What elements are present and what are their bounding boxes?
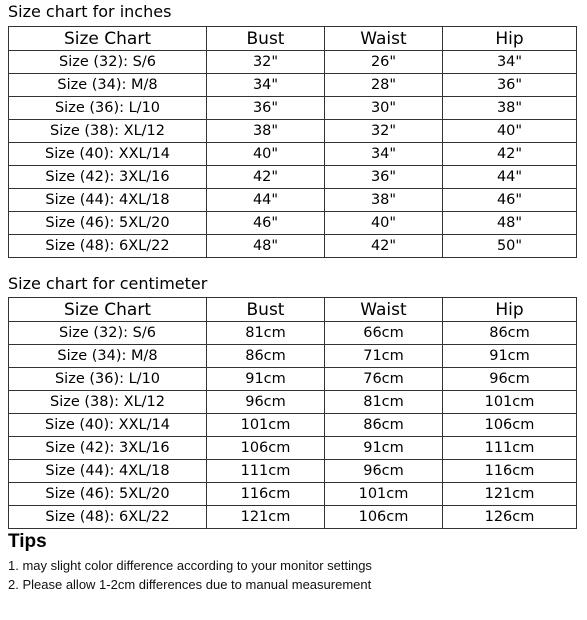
size-cell: Size (44): 4XL/18 <box>9 189 207 212</box>
size-cell: Size (36): L/10 <box>9 97 207 120</box>
size-cell: Size (36): L/10 <box>9 368 207 391</box>
size-cell: Size (42): 3XL/16 <box>9 437 207 460</box>
bust-cell: 121cm <box>207 506 325 529</box>
table-row <box>9 460 577 483</box>
hip-cell: 101cm <box>443 391 577 414</box>
size-cell: Size (38): XL/12 <box>9 120 207 143</box>
bust-cell: 101cm <box>207 414 325 437</box>
waist-cell: 36" <box>325 166 443 189</box>
hip-cell: 40" <box>443 120 577 143</box>
inches-size-table <box>8 26 577 258</box>
table-row <box>9 414 577 437</box>
header-size-chart: Size Chart <box>9 27 207 51</box>
hip-cell: 126cm <box>443 506 577 529</box>
waist-cell: 66cm <box>325 322 443 345</box>
bust-cell: 42" <box>207 166 325 189</box>
hip-cell: 86cm <box>443 322 577 345</box>
inches-chart-title: Size chart for inches <box>8 2 172 21</box>
bust-cell: 46" <box>207 212 325 235</box>
size-cell: Size (48): 6XL/22 <box>9 506 207 529</box>
waist-cell: 34" <box>325 143 443 166</box>
hip-cell: 111cm <box>443 437 577 460</box>
size-cell: Size (32): S/6 <box>9 322 207 345</box>
table-row <box>9 212 577 235</box>
size-cell: Size (48): 6XL/22 <box>9 235 207 258</box>
bust-cell: 111cm <box>207 460 325 483</box>
waist-cell: 26" <box>325 51 443 74</box>
hip-cell: 48" <box>443 212 577 235</box>
table-row <box>9 189 577 212</box>
waist-cell: 101cm <box>325 483 443 506</box>
waist-cell: 86cm <box>325 414 443 437</box>
header-waist: Waist <box>325 27 443 51</box>
table-row <box>9 483 577 506</box>
centimeter-size-table <box>8 297 577 529</box>
tips-heading: Tips <box>8 531 47 552</box>
size-cell: Size (34): M/8 <box>9 74 207 97</box>
waist-cell: 71cm <box>325 345 443 368</box>
table-row <box>9 97 577 120</box>
bust-cell: 81cm <box>207 322 325 345</box>
waist-cell: 96cm <box>325 460 443 483</box>
hip-cell: 36" <box>443 74 577 97</box>
waist-cell: 81cm <box>325 391 443 414</box>
bust-cell: 96cm <box>207 391 325 414</box>
bust-cell: 86cm <box>207 345 325 368</box>
hip-cell: 44" <box>443 166 577 189</box>
hip-cell: 106cm <box>443 414 577 437</box>
header-bust: Bust <box>207 27 325 51</box>
table-row <box>9 120 577 143</box>
size-cell: Size (44): 4XL/18 <box>9 460 207 483</box>
tip-item: 2. Please allow 1-2cm differences due to manual measurement <box>8 577 372 592</box>
bust-cell: 32" <box>207 51 325 74</box>
table-row <box>9 143 577 166</box>
table-row <box>9 235 577 258</box>
hip-cell: 46" <box>443 189 577 212</box>
hip-cell: 38" <box>443 97 577 120</box>
waist-cell: 28" <box>325 74 443 97</box>
table-row <box>9 51 577 74</box>
bust-cell: 44" <box>207 189 325 212</box>
bust-cell: 48" <box>207 235 325 258</box>
hip-cell: 121cm <box>443 483 577 506</box>
inches-table-body <box>9 51 577 258</box>
size-cell: Size (40): XXL/14 <box>9 143 207 166</box>
waist-cell: 106cm <box>325 506 443 529</box>
size-cell: Size (34): M/8 <box>9 345 207 368</box>
hip-cell: 91cm <box>443 345 577 368</box>
bust-cell: 34" <box>207 74 325 97</box>
bust-cell: 106cm <box>207 437 325 460</box>
table-row <box>9 391 577 414</box>
header-waist: Waist <box>325 298 443 322</box>
table-row <box>9 437 577 460</box>
hip-cell: 34" <box>443 51 577 74</box>
size-cell: Size (38): XL/12 <box>9 391 207 414</box>
table-row <box>9 345 577 368</box>
size-cell: Size (42): 3XL/16 <box>9 166 207 189</box>
waist-cell: 91cm <box>325 437 443 460</box>
hip-cell: 42" <box>443 143 577 166</box>
hip-cell: 96cm <box>443 368 577 391</box>
size-cell: Size (46): 5XL/20 <box>9 483 207 506</box>
waist-cell: 38" <box>325 189 443 212</box>
waist-cell: 30" <box>325 97 443 120</box>
bust-cell: 38" <box>207 120 325 143</box>
size-cell: Size (46): 5XL/20 <box>9 212 207 235</box>
table-row <box>9 506 577 529</box>
bust-cell: 36" <box>207 97 325 120</box>
centimeter-chart-title: Size chart for centimeter <box>8 274 208 293</box>
table-header-row <box>9 27 577 51</box>
bust-cell: 40" <box>207 143 325 166</box>
header-hip: Hip <box>443 298 577 322</box>
table-row <box>9 74 577 97</box>
waist-cell: 42" <box>325 235 443 258</box>
header-hip: Hip <box>443 27 577 51</box>
hip-cell: 50" <box>443 235 577 258</box>
bust-cell: 116cm <box>207 483 325 506</box>
centimeter-table-body <box>9 322 577 529</box>
header-bust: Bust <box>207 298 325 322</box>
header-size-chart: Size Chart <box>9 298 207 322</box>
table-row <box>9 166 577 189</box>
hip-cell: 116cm <box>443 460 577 483</box>
bust-cell: 91cm <box>207 368 325 391</box>
waist-cell: 32" <box>325 120 443 143</box>
waist-cell: 76cm <box>325 368 443 391</box>
waist-cell: 40" <box>325 212 443 235</box>
table-row <box>9 322 577 345</box>
tip-item: 1. may slight color difference according to your monitor settings <box>8 558 372 573</box>
size-cell: Size (40): XXL/14 <box>9 414 207 437</box>
table-header-row <box>9 298 577 322</box>
size-cell: Size (32): S/6 <box>9 51 207 74</box>
table-row <box>9 368 577 391</box>
